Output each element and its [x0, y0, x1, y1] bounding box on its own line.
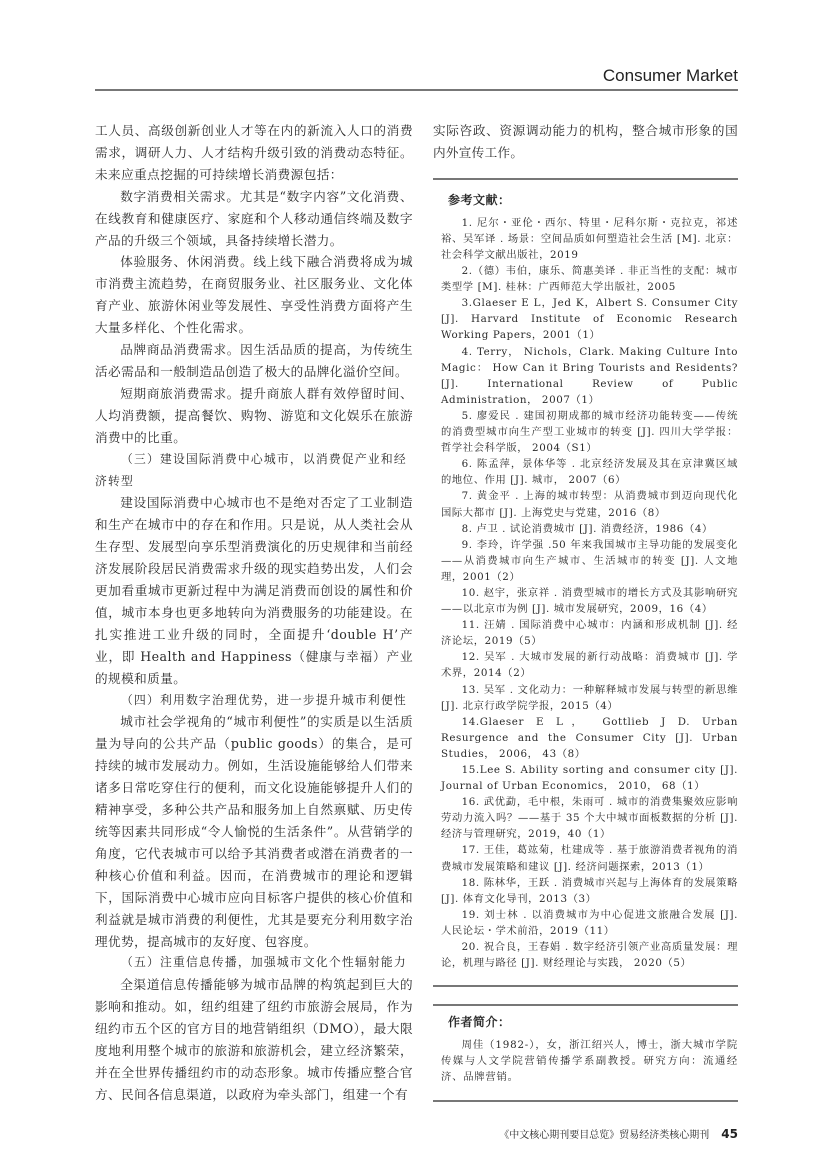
- body-paragraph: 全渠道信息传播能够为城市品牌的构筑起到巨大的影响和推动。如，纽约组建了纽约市旅游会展局，作为纽约市五个区的官方目的地营销组织（DMO），最大限度地利用整个城市的旅游和旅游机会，建立经济繁荣，并在全世界传播纽约市的动态形象。城市传播应整合官方、民间各信息渠道，以政府为牵头部门，组建一个有: [95, 977, 413, 1102]
- reference-item: 8. 卢卫 . 试论消费城市 [J]. 消费经济，1986（4）: [461, 522, 713, 535]
- references-bottom-rule: [433, 985, 738, 987]
- references-section: [441, 192, 738, 971]
- reference-item: 16. 武优勐，毛中根，朱雨可 . 城市的消费集聚效应影响劳动力流入吗？——基于 35 个大中城市面板数据的分析 [J]. 经济与管理研究，2019，40（1）: [441, 796, 738, 841]
- reference-item: 1. 尼尔・亚伦・西尔、特里・尼科尔斯・克拉克，祁述裕、吴军译 . 场景：空间品质如何塑造社会生活 [M]. 北京：社会科学文献出版社，2019: [441, 216, 738, 261]
- section-heading: （三）建设国际消费中心城市，以消费促产业和经济转型: [95, 451, 407, 488]
- reference-item: 18. 陈林华，王跃 . 消费城市兴起与上海体育的发展策略 [J]. 体育文化导刊，2013（3）: [441, 876, 738, 905]
- reference-item: 19. 刘士林 . 以消费城市为中心促进文旅融合发展 [J]. 人民论坛・学术前沿，2019（11）: [441, 908, 738, 937]
- reference-item: 7. 黄金平 . 上海的城市转型：从消费城市到迈向现代化国际大都市 [J]. 上海党史与党建，2016（8）: [441, 490, 738, 519]
- reference-item: 9. 李玲，许学强 .50 年来我国城市主导功能的发展变化——从消费城市向生产城市、生活城市的转变 [J]. 人文地理，2001（2）: [441, 538, 738, 583]
- body-paragraph: 数字消费相关需求。尤其是“数字内容”文化消费、在线教育和健康医疗、家庭和个人移动通信终端及数字产品的升级三个领域，具备持续增长潜力。: [95, 188, 413, 248]
- section-heading: （五）注重信息传播，加强城市文化个性辐射能力: [120, 955, 407, 970]
- body-paragraph: 工人员、高级创新创业人才等在内的新流入人口的消费需求，调研人力、人才结构升级引致的消费动态特征。未来应重点挖掘的可持续增长消费源包括：: [95, 123, 413, 182]
- reference-item: 3.Glaeser E L，Jed K，Albert S. Consumer City [J]. Harvard Institute of Economic Research Working Papers，2001（1）: [441, 297, 738, 342]
- reference-item: 12. 吴军 . 大城市发展的新行动战略：消费城市 [J]. 学术界，2014（2）: [441, 651, 738, 680]
- reference-item: 17. 王佳，葛竑菊，杜建成等 . 基于旅游消费者视角的消费城市发展策略和建议 [J]. 经济问题探索，2013（1）: [441, 844, 738, 873]
- reference-item: 15.Lee S. Ability sorting and consumer city [J]. Journal of Urban Economics， 2010， 68（1）: [441, 764, 738, 793]
- right-column-body: [433, 120, 738, 164]
- body-paragraph: 实际咨政、资源调动能力的机构，整合城市形象的国内外宣传工作。: [433, 123, 738, 160]
- references-title: 参考文献：: [448, 192, 511, 207]
- body-paragraph: 城市社会学视角的“城市利便性”的实质是以生活质量为导向的公共产品（public goods）的集合，是可持续的城市发展动力。例如，生活设施能够给人们带来诸多日常吃穿住行的便利，而文化设施能够提升人们的精神享受，多种公共产品和服务加上自然禀赋、历史传统等因素共同形成“令人愉悦的生活条件”。从营销学的角度，它代表城市可以给予其消费者或潜在消费者的一种核心价值和利益。因而，在消费城市的理论和逻辑下，国际消费中心城市应向目标客户提供的核心价值和利益就是城市消费的利便性，尤其是要充分利用数字治理优势，提高城市的友好度、包容度。: [95, 714, 413, 949]
- references-top-rule: [433, 178, 738, 180]
- reference-item: 14.Glaeser E L， Gottlieb J D. Urban Resurgence and the Consumer City [J]. Urban Studies， 2006， 43（8）: [441, 715, 738, 760]
- header-rule: [95, 89, 738, 91]
- section-heading: （四）利用数字治理优势，进一步提升城市利便性: [120, 692, 407, 707]
- body-paragraph: 建设国际消费中心城市也不是绝对否定了工业制造和生产在城市中的存在和作用。只是说，从人类社会从生存型、发展型向享乐型消费演化的历史规律和当前经济发展阶段居民消费需求升级的现实趋势出发，人们会更加看重城市更新过程中为满足消费而创设的属性和价值，城市本身也更多地转向为消费服务的功能建设。在扎实推进工业升级的同时，全面提升‘double H’产业，即 Health and Happiness（健康与幸福）产业的规模和质量。: [95, 495, 413, 686]
- reference-item: 6. 陈孟萍，景体华等 . 北京经济发展及其在京津冀区域的地位、作用 [J]. 城市， 2007（6）: [441, 458, 738, 487]
- author-bio-text: 周佳（1982-），女，浙江绍兴人，博士，浙大城市学院传媒与人文学院营销传播学系副教授。研究方向：流通经济、品牌营销。: [441, 1039, 738, 1084]
- author-top-rule: [433, 1004, 738, 1006]
- reference-item: 20. 祝合良，王春娟 . 数字经济引领产业高质量发展：理论，机理与路径 [J]. 财经理论与实践， 2020（5）: [441, 941, 738, 970]
- reference-item: 10. 赵宇，张京祥 . 消费型城市的增长方式及其影响研究——以北京市为例 [J]. 城市发展研究，2009，16（4）: [441, 586, 738, 616]
- page-number: 45: [721, 1126, 738, 1141]
- reference-item: 13. 吴军 . 文化动力：一种解释城市发展与转型的新思维 [J]. 北京行政学院学报，2015（4）: [441, 683, 738, 712]
- page-footer: [433, 1102, 738, 1144]
- reference-item: 5. 廖爱民 . 建国初期成都的城市经济功能转变——传统的消费型城市向生产型工业城市的转变 [J]. 四川大学学报：哲学社会科学版， 2004（S1）: [441, 409, 738, 455]
- reference-item: 2.（德）韦伯，康乐、简惠美译 . 非正当性的支配：城市类型学 [M]. 桂林：广西师范大学出版社，2005: [441, 265, 738, 294]
- running-header-title: Consumer Market: [602, 66, 738, 85]
- left-column: [95, 120, 413, 1106]
- reference-item: 11. 汪婧 . 国际消费中心城市：内涵和形成机制 [J]. 经济论坛，2019（5）: [441, 619, 738, 648]
- footer-journal: 《中文核心期刊要目总览》贸易经济类核心期刊: [499, 1129, 710, 1141]
- body-paragraph: 品牌商品消费需求。因生活品质的提高，为传统生活必需品和一般制造品创造了极大的品牌化溢价空间。: [95, 342, 413, 379]
- references-list: [441, 215, 738, 971]
- right-column: [433, 120, 738, 1144]
- body-paragraph: 短期商旅消费需求。提升商旅人群有效停留时间、人均消费额，提高餐饮、购物、游览和文化娱乐在旅游消费中的比重。: [95, 385, 413, 445]
- reference-item: 4. Terry， Nichols，Clark. Making Culture Into Magic： How Can it Bring Tourists and Residents?[J]. International Review of Public Administration， 2007（1）: [441, 345, 738, 406]
- author-bio-section: [441, 1014, 738, 1085]
- author-bio-title: 作者简介：: [448, 1015, 511, 1030]
- body-paragraph: 体验服务、休闲消费。线上线下融合消费将成为城市消费主流趋势，在商贸服务业、社区服务业、文化体育产业、旅游休闲业等发展性、享受性消费方面将产生大量多样化、个性化需求。: [95, 254, 413, 336]
